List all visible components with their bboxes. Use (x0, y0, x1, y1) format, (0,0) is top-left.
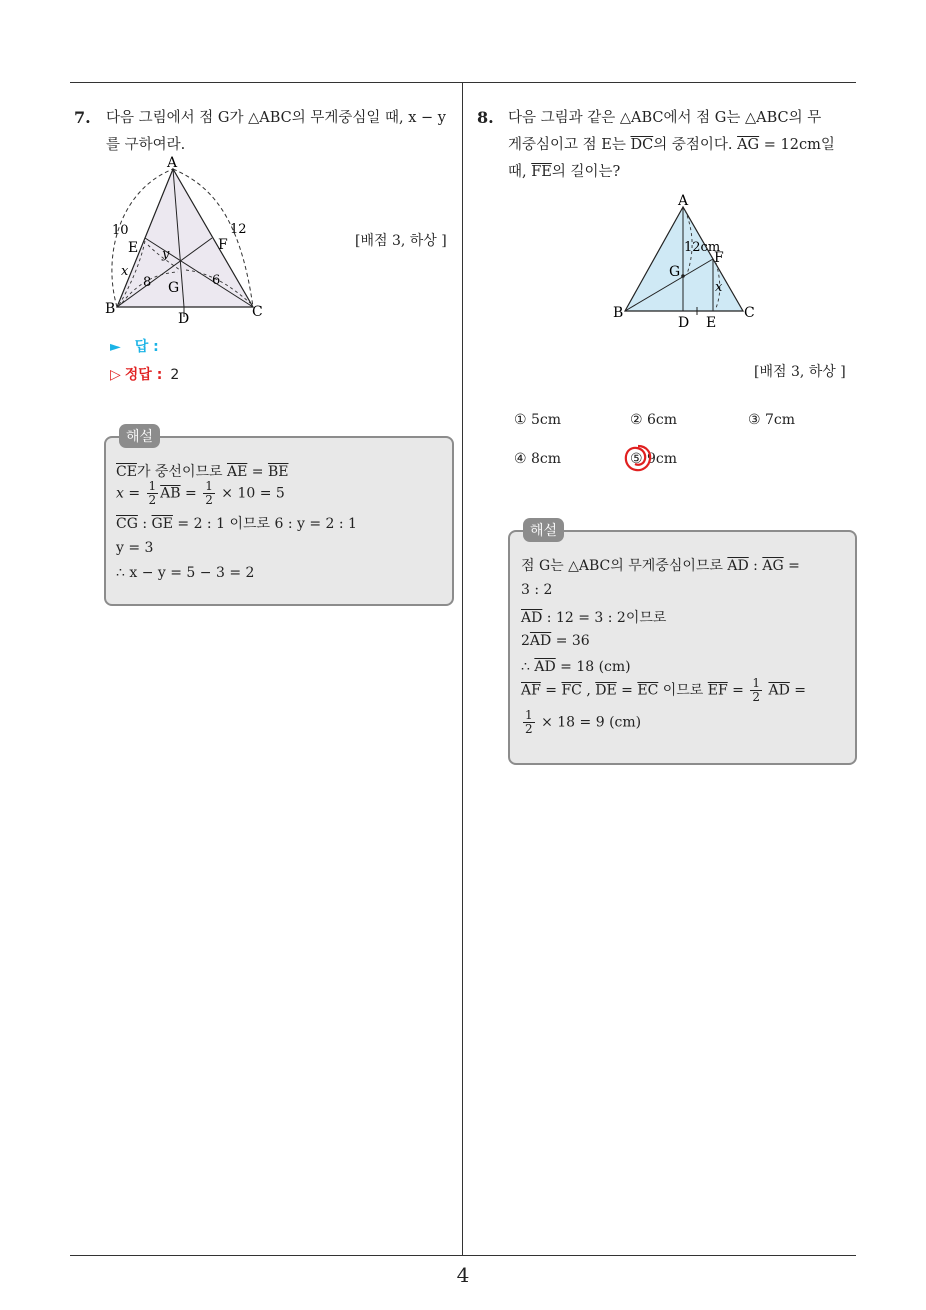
q8-solution-line6: $\overline{AF} = \overline{FC}$ , $\overline{DE} = \overline{EC}$ 이므로 $\overline{EF}$ = $\frac{1}{2}$ $\overline{AD}$ = (521, 676, 806, 704)
q7-solution-line5: ∴ x − y = 5 − 3 = 2 (116, 565, 255, 581)
q8-label-c: C (744, 305, 755, 321)
q7-solution-line1: $\overline{CE}$가 중선이므로 $\overline{AE} = \overline{BE}$ (116, 464, 289, 480)
q8-label-x: x (715, 280, 723, 295)
q7-figure (100, 155, 275, 334)
q8-solution-line2: 3 : 2 (521, 582, 553, 598)
q8-solution-line3: $\overline{AD}$ : 12 = 3 : 2이므로 (521, 610, 667, 626)
q7-label-6: 6 (212, 273, 221, 288)
answer-arrow-icon: ► (110, 339, 121, 355)
q7-text-line2: 를 구하여라. (106, 137, 186, 153)
q8-number: 8. (477, 108, 494, 127)
q8-solution-line7: $\frac{1}{2}$ × 18 = 9 (cm) (525, 708, 642, 736)
q7-score: [배점 3, 하상 ] (355, 233, 447, 249)
q7-label-d: D (178, 311, 190, 327)
q8-label-12cm: 12cm (684, 240, 721, 255)
bottom-rule (70, 1255, 856, 1256)
q8-label-d: D (678, 315, 690, 331)
q7-text (106, 105, 456, 159)
q7-text-line1: 다음 그림에서 점 G가 △ABC의 무게중심일 때, x − y (106, 110, 446, 126)
q8-label-b: B (613, 305, 624, 321)
q7-solution-line3: $\overline{CG}$ : $\overline{GE} = 2$ : 1 이므로 6 : y = 2 : 1 (116, 516, 357, 532)
q7-label-a: A (167, 155, 178, 171)
q7-label-10: 10 (112, 223, 129, 238)
q7-solution-line4: y = 3 (116, 540, 154, 556)
q8-solution-tag: 해설 (523, 518, 564, 542)
q7-label-c: C (252, 304, 263, 320)
q7-solution-line2: x = $\frac{1}{2}$ $\overline{AB}$ = $\frac{1}{2}$ × 10 = 5 (116, 479, 285, 507)
q7-label-12: 12 (230, 222, 247, 237)
q8-label-a: A (678, 193, 689, 209)
column-divider (462, 82, 463, 1256)
correct-arrow-icon: ▷ (110, 367, 121, 383)
q8-text (508, 105, 858, 186)
q8-figure (605, 190, 765, 339)
q8-solution-line1: 점 G는 △ABC의 무게중심이므로 $\overline{AD}$ : $\overline{AG}$ = (521, 558, 800, 574)
q7-label-x: x (121, 264, 129, 279)
q8-solution-line5: ∴ $\overline{AD} = 18$ (cm) (521, 659, 631, 675)
q7-label-b: B (105, 301, 116, 317)
q8-text-line2: 게중심이고 점 E는 $\overline{DC}$의 중점이다. $\overline{AG} = 12cm$일 (508, 137, 835, 153)
q7-label-e: E (128, 240, 139, 256)
q8-text-line3: 때, $\overline{FE}$의 길이는? (508, 164, 621, 180)
q8-label-e: E (706, 315, 717, 331)
q8-label-g: G (669, 264, 681, 280)
top-rule (70, 82, 856, 83)
page-number: 4 (456, 1263, 470, 1287)
q8-choice-3[interactable]: ③ 7cm (748, 412, 796, 428)
q7-answer-row (110, 336, 159, 356)
q7-label-8: 8 (143, 275, 152, 290)
q7-label-y: y (162, 247, 170, 262)
q7-correct-row (110, 364, 179, 384)
q7-answer-label: 답 : (134, 339, 159, 355)
q7-solution-tag: 해설 (119, 424, 160, 448)
correct-choice-circle-icon (622, 442, 654, 478)
q7-label-f: F (218, 237, 228, 253)
q7-correct-label: 정답 : (124, 367, 163, 383)
q8-label-f: F (714, 250, 724, 266)
q8-choice-5[interactable]: ⑤ 9cm (630, 451, 678, 467)
q8-score: [배점 3, 하상 ] (754, 364, 846, 380)
q8-choice-1[interactable]: ① 5cm (514, 412, 562, 428)
q7-number: 7. (74, 108, 91, 127)
q8-choice-2[interactable]: ② 6cm (630, 412, 678, 428)
q8-text-line1: 다음 그림과 같은 △ABC에서 점 G는 △ABC의 무 (508, 110, 822, 126)
q8-solution-line4: $2\overline{AD} = 36$ (521, 633, 590, 649)
q8-choice-4[interactable]: ④ 8cm (514, 451, 562, 467)
q7-correct-value: 2 (170, 367, 180, 383)
q7-label-g: G (168, 280, 180, 296)
